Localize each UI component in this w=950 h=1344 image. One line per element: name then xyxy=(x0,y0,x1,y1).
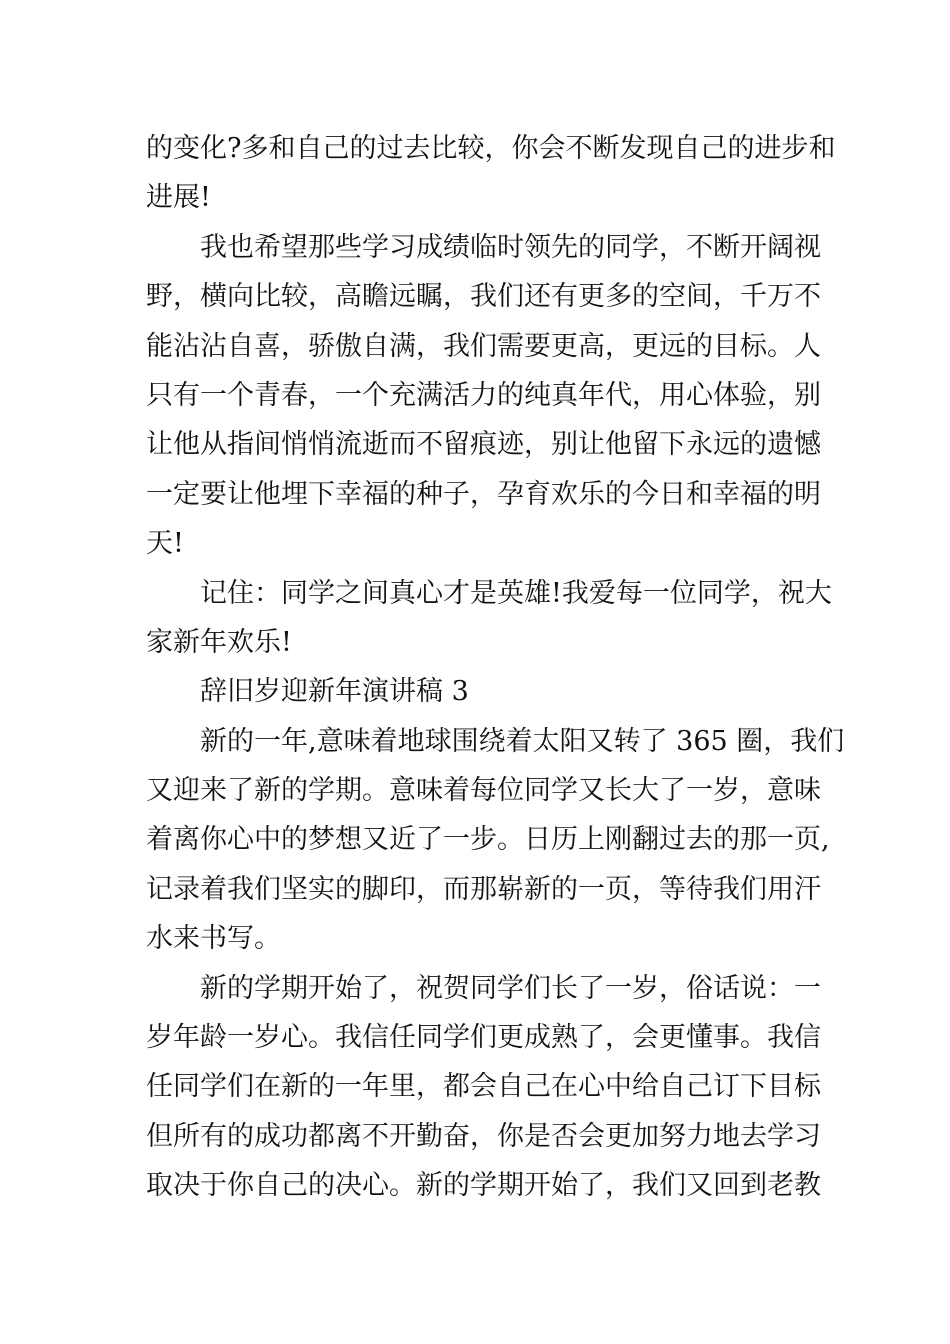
text-line: 能沾沾自喜，骄傲自满，我们需要更高，更远的目标。人 xyxy=(146,330,821,362)
text-line: 岁年龄一岁心。我信任同学们更成熟了，会更懂事。我信 xyxy=(146,1022,821,1054)
text-line: 水来书写。 xyxy=(146,923,281,955)
text-line: 记住：同学之间真心才是英雄!我爱每一位同学，祝大 xyxy=(200,577,832,609)
text-line: 新的学期开始了，祝贺同学们长了一岁，俗话说：一 xyxy=(200,972,821,1004)
section-title: 辞旧岁迎新年演讲稿 3 xyxy=(200,676,469,708)
text-line: 进展! xyxy=(146,182,211,214)
text-line: 又迎来了新的学期。意味着每位同学又长大了一岁，意味 xyxy=(146,775,821,807)
section-heading xyxy=(146,667,808,716)
text-line: 天! xyxy=(146,528,184,560)
text-line: 记录着我们坚实的脚印，而那崭新的一页，等待我们用汗 xyxy=(146,873,821,905)
document-body xyxy=(146,124,845,1211)
text-line: 我也希望那些学习成绩临时领先的同学，不断开阔视 xyxy=(200,231,821,263)
text-line: 只有一个青春，一个充满活力的纯真年代，用心体验，别 xyxy=(146,379,821,411)
paragraph-continued xyxy=(146,124,836,223)
paragraph xyxy=(146,964,821,1211)
text-line: 野，横向比较，高瞻远瞩，我们还有更多的空间，千万不 xyxy=(146,281,821,313)
text-line: 家新年欢乐! xyxy=(146,626,292,658)
text-line: 让他从指间悄悄流逝而不留痕迹，别让他留下永远的遗憾 xyxy=(146,429,821,461)
paragraph xyxy=(146,569,832,668)
text-line: 一定要让他埋下幸福的种子，孕育欢乐的今日和幸福的明 xyxy=(146,478,821,510)
paragraph xyxy=(146,717,845,964)
paragraph xyxy=(146,223,821,569)
text-line: 着离你心中的梦想又近了一步。日历上刚翻过去的那一页, xyxy=(146,824,830,856)
text-line: 但所有的成功都离不开勤奋，你是否会更加努力地去学习 xyxy=(146,1120,821,1152)
text-line: 取决于你自己的决心。新的学期开始了，我们又回到老教 xyxy=(146,1170,821,1202)
text-line: 任同学们在新的一年里，都会自己在心中给自己订下目标 xyxy=(146,1071,821,1103)
text-line: 的变化?多和自己的过去比较，你会不断发现自己的进步和 xyxy=(146,133,836,164)
text-line: 新的一年,意味着地球围绕着太阳又转了 365 圈，我们 xyxy=(200,725,845,757)
